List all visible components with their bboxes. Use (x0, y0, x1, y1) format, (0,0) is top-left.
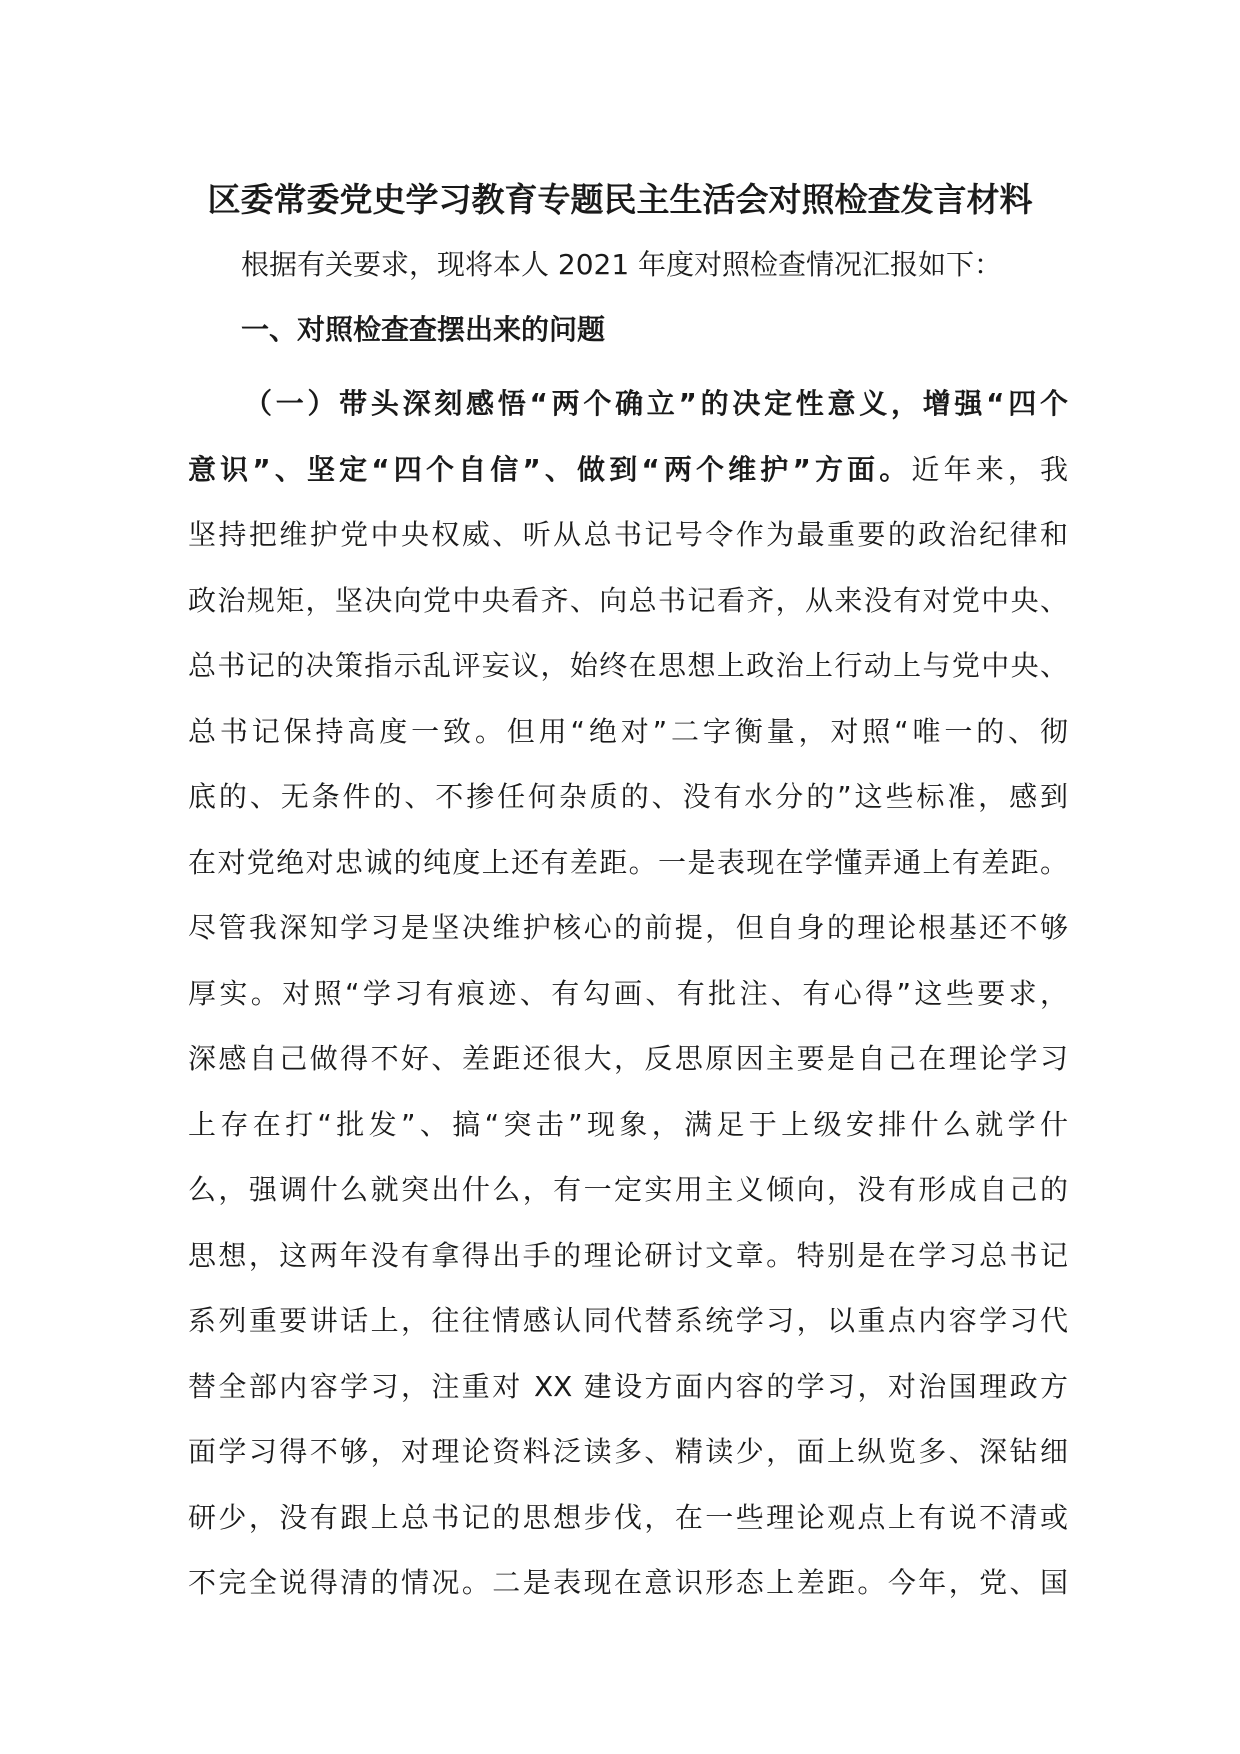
text-line: 尽管我深知学习是坚决维护核心的前提，但自身的理论根基还不够 (188, 911, 1068, 944)
text-line: 在对党绝对忠诚的纯度上还有差距。一是表现在学懂弄通上有差距。 (188, 845, 1068, 879)
document-title: 区委常委党史学习教育专题民主生活会对照检查发言材料 (207, 180, 1033, 219)
text-line: 总书记的决策指示乱评妄议，始终在思想上政治上行动上与党中央、 (188, 649, 1068, 682)
text-line: 上存在打“批发”、搞“突击”现象，满足于上级安排什么就学什 (188, 1107, 1068, 1141)
section-heading: 一、对照检查查摆出来的问题 (241, 313, 606, 346)
body-text (188, 371, 1068, 1616)
text-line: 系列重要讲话上，往往情感认同代替系统学习，以重点内容学习代 (188, 1304, 1068, 1337)
text-run: 近年来，我 (911, 452, 1068, 486)
text-line: 坚持把维护党中央权威、听从总书记号令作为最重要的政治纪律和 (188, 518, 1068, 551)
text-line: 么，强调什么就突出什么，有一定实用主义倾向，没有形成自己的 (188, 1173, 1068, 1206)
subsection-heading-end: 意识”、坚定“四个自信”、做到“两个维护”方面。 (188, 452, 912, 486)
text-line: 政治规矩，坚决向党中央看齐、向总书记看齐，从来没有对党中央、 (188, 583, 1068, 617)
text-line: 厚实。对照“学习有痕迹、有勾画、有批注、有心得”这些要求， (188, 976, 1068, 1010)
text-line: 面学习得不够，对理论资料泛读多、精读少，面上纵览多、深钻细 (188, 1435, 1068, 1468)
text-line (188, 437, 1068, 503)
text-line: 不完全说得清的情况。二是表现在意识形态上差距。今年，党、国 (188, 1566, 1068, 1599)
text-line: 思想，这两年没有拿得出手的理论研讨文章。特别是在学习总书记 (188, 1238, 1068, 1272)
subsection-heading-line: （一）带头深刻感悟“两个确立”的决定性意义，增强“四个 (244, 387, 1068, 420)
text-line: 研少，没有跟上总书记的思想步伐，在一些理论观点上有说不清或 (188, 1500, 1068, 1534)
intro-paragraph: 根据有关要求，现将本人 2021 年度对照检查情况汇报如下： (241, 248, 1003, 281)
text-line: 替全部内容学习，注重对 XX 建设方面内容的学习，对治国理政方 (188, 1369, 1068, 1403)
text-line: 底的、无条件的、不掺任何杂质的、没有水分的”这些标准，感到 (188, 780, 1068, 813)
text-line: 深感自己做得不好、差距还很大，反思原因主要是自己在理论学习 (188, 1042, 1068, 1075)
text-line: 总书记保持高度一致。但用“绝对”二字衡量，对照“唯一的、彻 (188, 714, 1068, 748)
